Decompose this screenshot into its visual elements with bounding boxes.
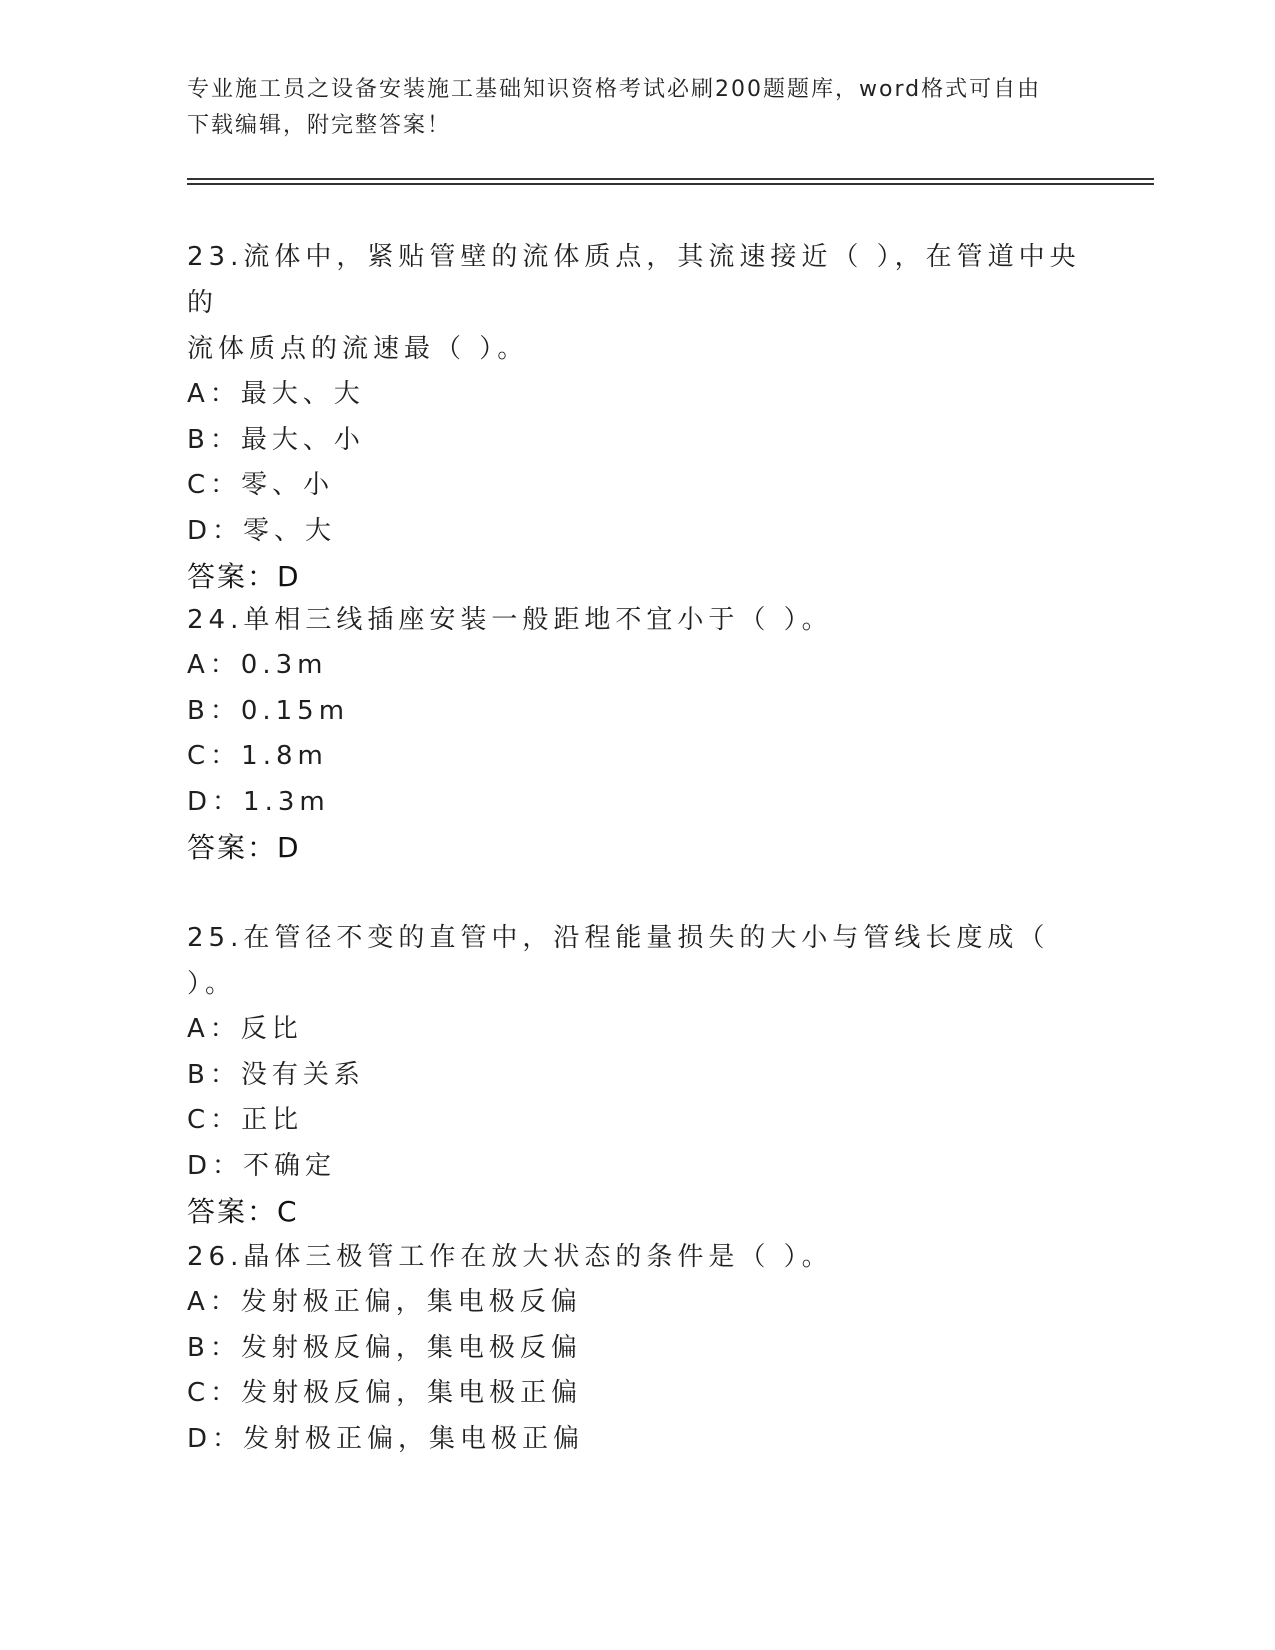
header-divider-bottom [187, 183, 1154, 185]
question-26 [187, 1234, 1087, 1462]
option-b: B：0.15m [187, 695, 350, 726]
option-b: B：没有关系 [187, 1059, 365, 1090]
option-c: C：零、小 [187, 470, 335, 500]
option-c: C：发射极反偏，集电极正偏 [187, 1378, 583, 1408]
answer: 答案：D [187, 831, 301, 864]
option-a: A：最大、大 [187, 379, 365, 409]
option-d: D：零、大 [187, 515, 337, 546]
option-a: A：发射极正偏，集电极反偏 [187, 1287, 582, 1317]
question-25 [187, 915, 1087, 1235]
question-24 [187, 597, 1087, 871]
question-text-line: 26.晶体三极管工作在放大状态的条件是（ ）。 [187, 1242, 833, 1272]
option-d: D：不确定 [187, 1150, 337, 1181]
option-c: C：1.8m [187, 741, 328, 771]
question-text-line: 流体质点的流速最（ ）。 [187, 334, 529, 364]
option-b: B：发射极反偏，集电极反偏 [187, 1332, 582, 1363]
document-header [187, 72, 1067, 144]
option-d: D：发射极正偏，集电极正偏 [187, 1423, 585, 1454]
option-b: B：最大、小 [187, 424, 365, 455]
question-text-line: 24.单相三线插座安装一般距地不宜小于（ ）。 [187, 605, 833, 635]
option-a: A：反比 [187, 1014, 303, 1044]
answer: 答案：C [187, 1195, 299, 1228]
header-line-1: 专业施工员之设备安装施工基础知识资格考试必刷200题题库，word格式可自由 [187, 77, 1042, 102]
option-a: A：0.3m [187, 650, 328, 680]
header-divider-top [187, 178, 1154, 180]
header-line-2: 下载编辑，附完整答案！ [187, 113, 452, 138]
option-c: C：正比 [187, 1105, 304, 1135]
answer: 答案：D [187, 560, 301, 593]
option-d: D：1.3m [187, 786, 330, 817]
question-23 [187, 234, 1087, 600]
question-text-line: 23.流体中，紧贴管壁的流体质点，其流速接近（ ），在管道中央的 [187, 242, 1081, 318]
question-text-line: 25.在管径不变的直管中，沿程能量损失的大小与管线长度成（ ）。 [187, 923, 1050, 999]
